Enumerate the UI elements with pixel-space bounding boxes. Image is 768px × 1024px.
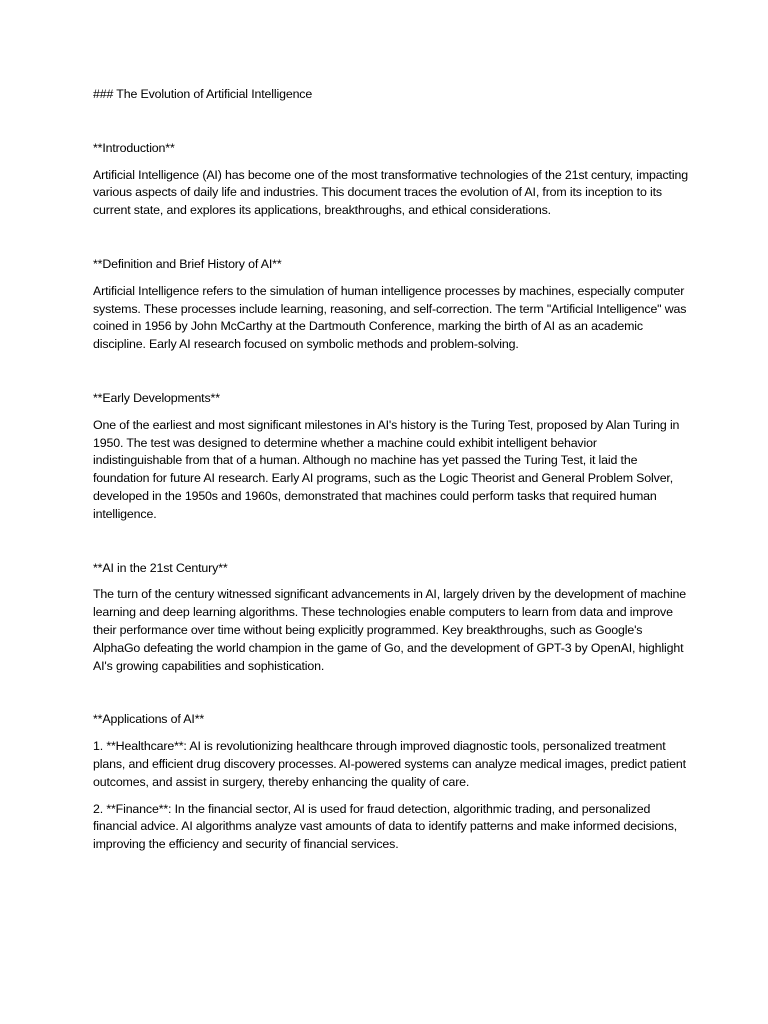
definition-paragraph: Artificial Intelligence refers to the simulation of human intelligence processes by machines, especially computer systems. These processes include learning, reasoning, and self-correction. The term "Artificial Intelligence" was coined in 1956 by John McCarthy at the Dartmouth Conference, marking the birth of AI as an academic discipline. Early AI research focused on symbolic methods and problem-solving. bbox=[93, 283, 687, 352]
document-body bbox=[93, 86, 688, 863]
21st-century-paragraph: The turn of the century witnessed significant advancements in AI, largely driven by the development of machine learning and deep learning algorithms. These technologies enable computers to learn from data and improve their performance over time without being explicitly programmed. Key breakthroughs, such as Google's AlphaGo defeating the world champion in the game of Go, and the development of GPT-3 by OpenAI, highlight AI's growing capabilities and sophistication. bbox=[93, 587, 687, 673]
applications-item-finance: 2. **Finance**: In the financial sector, AI is used for fraud detection, algorithmic trading, and personalized financial advice. AI algorithms analyze vast amounts of data to identify patterns and make informed decisions, improving the efficiency and security of financial services. bbox=[93, 801, 678, 852]
early-developments-paragraph: One of the earliest and most significant milestones in AI's history is the Turing Test, proposed by Alan Turing in 1950. The test was designed to determine whether a machine could exhibit intelligent behavior indistinguishable from that of a human. Although no machine has yet passed the Turing Test, it laid the foundation for future AI research. Early AI programs, such as the Logic Theorist and General Problem Solver, developed in the 1950s and 1960s, demonstrated that machines could perform tasks that required human intelligence. bbox=[93, 417, 680, 521]
section-heading-introduction: **Introduction** bbox=[93, 140, 175, 155]
applications-item-healthcare: 1. **Healthcare**: AI is revolutionizing healthcare through improved diagnostic tools, personalized treatment plans, and efficient drug discovery processes. AI-powered systems can analyze medical images, predict patient outcomes, and assist in surgery, thereby enhancing the quality of care. bbox=[93, 739, 686, 789]
section-heading-21st-century: **AI in the 21st Century** bbox=[93, 560, 228, 575]
section-heading-applications: **Applications of AI** bbox=[93, 712, 205, 727]
introduction-paragraph: Artificial Intelligence (AI) has become one of the most transformative technologies of the 21st century, impacting various aspects of daily life and industries. This document traces the evolution of AI, from its inception to its current state, and explores its applications, breakthroughs, and ethical considerations. bbox=[93, 167, 688, 218]
section-heading-early-developments: **Early Developments** bbox=[93, 390, 220, 405]
document-title: ### The Evolution of Artificial Intelligence bbox=[93, 87, 313, 101]
section-heading-definition: **Definition and Brief History of AI** bbox=[93, 256, 282, 271]
